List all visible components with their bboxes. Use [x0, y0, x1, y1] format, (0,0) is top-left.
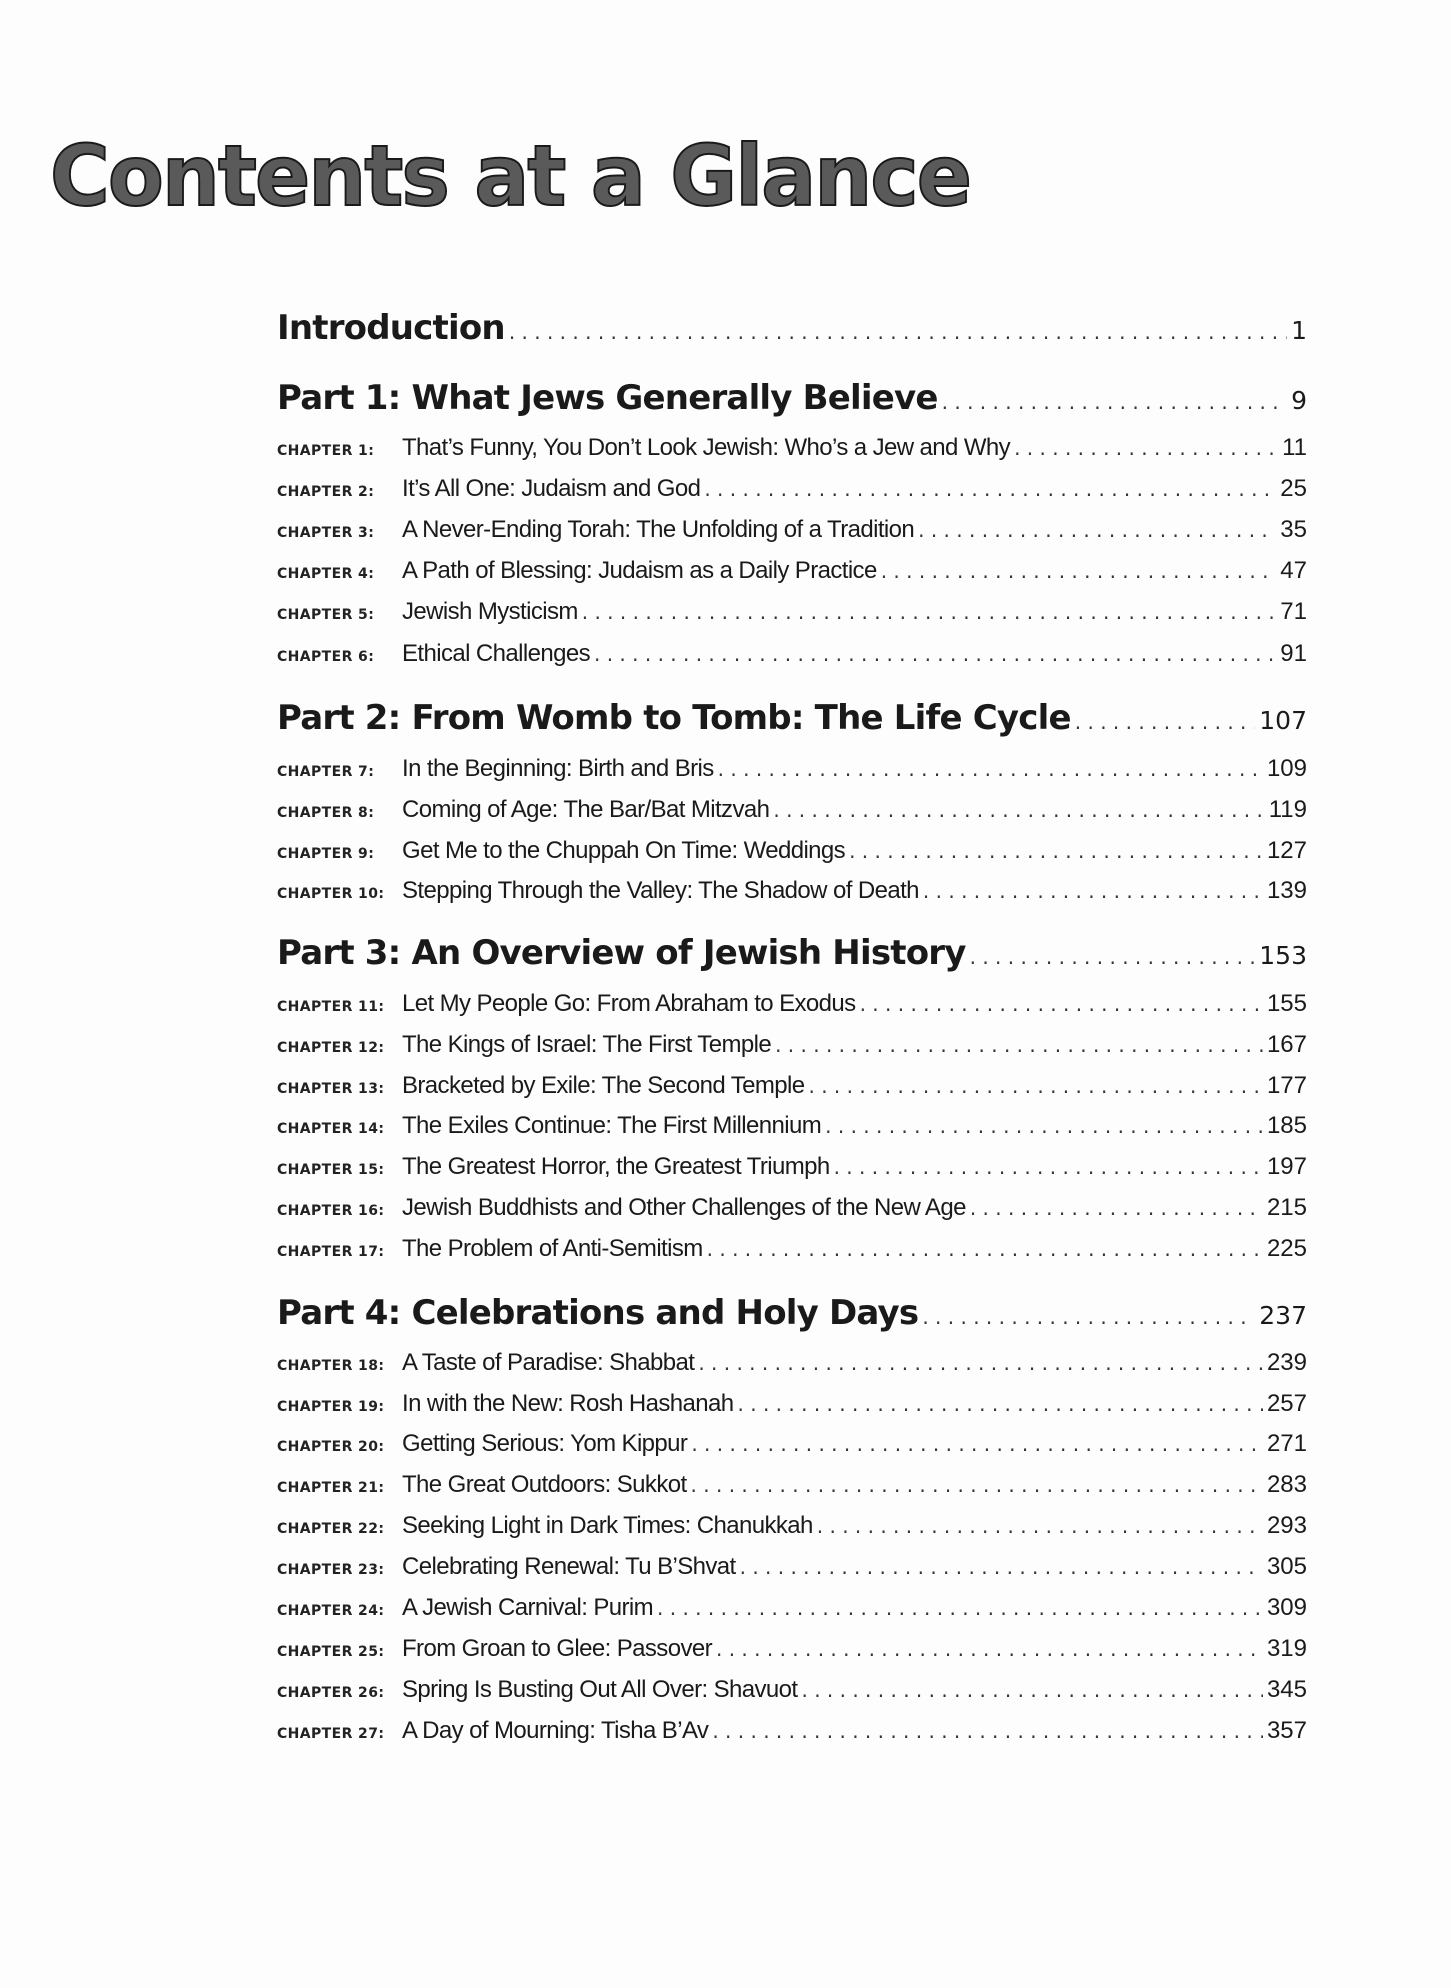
dot-leader [970, 1196, 1263, 1220]
dot-leader [509, 320, 1287, 344]
chapter-title: That’s Funny, You Don’t Look Jewish: Who’s a Jew and Why [402, 434, 1011, 461]
toc-part-3[interactable] [277, 933, 1307, 973]
dot-leader [849, 839, 1263, 863]
chapter-label: CHAPTER 8: [277, 805, 375, 821]
toc-chapter-21[interactable] [277, 1471, 1307, 1499]
chapter-label: CHAPTER 11: [277, 999, 385, 1015]
chapter-title: The Kings of Israel: The First Temple [402, 1031, 772, 1058]
toc-chapter-23[interactable] [277, 1553, 1307, 1581]
toc-page-number: 357 [1266, 1717, 1307, 1744]
toc-page-number: 215 [1266, 1194, 1307, 1221]
dot-leader [970, 945, 1256, 969]
chapter-label: CHAPTER 20: [277, 1439, 385, 1455]
toc-page-number: 309 [1266, 1594, 1307, 1621]
toc-chapter-13[interactable] [277, 1072, 1307, 1100]
dot-leader [716, 1637, 1263, 1661]
toc-chapter-8[interactable] [277, 796, 1307, 824]
dot-leader [691, 1432, 1263, 1456]
dot-leader [718, 757, 1263, 781]
dot-leader [825, 1114, 1263, 1138]
dot-leader [712, 1719, 1263, 1743]
chapter-label: CHAPTER 18: [277, 1358, 385, 1374]
toc-page-number: 271 [1266, 1430, 1307, 1457]
toc-chapter-25[interactable] [277, 1635, 1307, 1663]
dot-leader [801, 1678, 1262, 1702]
chapter-title: In the Beginning: Birth and Bris [402, 755, 714, 782]
toc-chapter-24[interactable] [277, 1594, 1307, 1622]
toc-chapter-1[interactable] [277, 434, 1307, 462]
toc-part-title: Part 4: Celebrations and Holy Days [277, 1293, 919, 1333]
dot-leader [704, 477, 1276, 501]
dot-leader [582, 600, 1277, 624]
chapter-label: CHAPTER 24: [277, 1603, 385, 1619]
toc-page-number: 257 [1266, 1390, 1307, 1417]
chapter-label: CHAPTER 4: [277, 566, 375, 582]
chapter-label: CHAPTER 2: [277, 484, 375, 500]
chapter-label: CHAPTER 6: [277, 649, 375, 665]
chapter-title: Seeking Light in Dark Times: Chanukkah [402, 1512, 813, 1539]
toc-part-1[interactable] [277, 378, 1307, 418]
toc-chapter-14[interactable] [277, 1112, 1307, 1140]
toc-introduction[interactable] [277, 308, 1307, 348]
chapter-label: CHAPTER 12: [277, 1040, 385, 1056]
chapter-title: A Path of Blessing: Judaism as a Daily Practice [402, 557, 877, 584]
chapter-title: Coming of Age: The Bar/Bat Mitzvah [402, 796, 770, 823]
toc-page-number: 345 [1266, 1676, 1307, 1703]
toc-chapter-17[interactable] [277, 1235, 1307, 1263]
toc-chapter-12[interactable] [277, 1031, 1307, 1059]
chapter-label: CHAPTER 15: [277, 1162, 385, 1178]
toc-chapter-19[interactable] [277, 1390, 1307, 1418]
chapter-title: Get Me to the Chuppah On Time: Weddings [402, 837, 846, 864]
chapter-label: CHAPTER 21: [277, 1480, 385, 1496]
dot-leader [881, 559, 1277, 583]
toc-page-number: 293 [1266, 1512, 1307, 1539]
toc-chapter-5[interactable] [277, 598, 1307, 626]
toc-page-number: 47 [1280, 557, 1307, 584]
chapter-title: From Groan to Glee: Passover [402, 1635, 712, 1662]
toc-chapter-2[interactable] [277, 475, 1307, 503]
toc-page-number: 71 [1280, 598, 1307, 625]
dot-leader [860, 992, 1263, 1016]
chapter-label: CHAPTER 26: [277, 1685, 385, 1701]
toc-page-number: 185 [1266, 1112, 1307, 1139]
dot-leader [942, 390, 1287, 414]
toc-part-title: Part 1: What Jews Generally Believe [277, 378, 938, 418]
toc-part-2[interactable] [277, 698, 1307, 738]
toc-chapter-18[interactable] [277, 1349, 1307, 1377]
chapter-label: CHAPTER 19: [277, 1399, 385, 1415]
toc-chapter-15[interactable] [277, 1153, 1307, 1181]
chapter-title: Getting Serious: Yom Kippur [402, 1430, 688, 1457]
dot-leader [594, 642, 1276, 666]
chapter-label: CHAPTER 25: [277, 1644, 385, 1660]
page-title: Contents at a Glance [50, 127, 971, 225]
dot-leader [773, 798, 1264, 822]
chapter-label: CHAPTER 22: [277, 1521, 385, 1537]
chapter-title: The Great Outdoors: Sukkot [402, 1471, 687, 1498]
toc-chapter-26[interactable] [277, 1676, 1307, 1704]
dot-leader [809, 1074, 1263, 1098]
dot-leader [1075, 710, 1256, 734]
dot-leader [922, 1305, 1255, 1329]
toc-page-number: 197 [1266, 1153, 1307, 1180]
dot-leader [775, 1033, 1263, 1057]
dot-leader [740, 1555, 1263, 1579]
toc-page-number: 239 [1266, 1349, 1307, 1376]
toc-page-number: 107 [1259, 706, 1307, 735]
dot-leader [923, 879, 1263, 903]
toc-page-number: 119 [1268, 796, 1307, 823]
chapter-label: CHAPTER 17: [277, 1244, 385, 1260]
toc-page-number: 177 [1266, 1072, 1307, 1099]
toc-chapter-4[interactable] [277, 557, 1307, 585]
toc-page-number: 35 [1280, 516, 1307, 543]
toc-chapter-7[interactable] [277, 755, 1307, 783]
toc-page-number: 319 [1266, 1635, 1307, 1662]
toc-chapter-22[interactable] [277, 1512, 1307, 1540]
chapter-label: CHAPTER 1: [277, 443, 375, 459]
chapter-title: Jewish Mysticism [402, 598, 578, 625]
toc-page-number: 25 [1280, 475, 1307, 502]
toc-chapter-11[interactable] [277, 990, 1307, 1018]
toc-page-number: 225 [1266, 1235, 1307, 1262]
chapter-title: Stepping Through the Valley: The Shadow of Death [402, 877, 919, 904]
chapter-title: Celebrating Renewal: Tu B’Shvat [402, 1553, 736, 1580]
toc-chapter-20[interactable] [277, 1430, 1307, 1458]
chapter-title: The Greatest Horror, the Greatest Triumph [402, 1153, 830, 1180]
toc-chapter-9[interactable] [277, 837, 1307, 865]
chapter-title: The Exiles Continue: The First Millennium [402, 1112, 822, 1139]
chapter-label: CHAPTER 3: [277, 525, 375, 541]
chapter-label: CHAPTER 10: [277, 886, 385, 902]
dot-leader [834, 1155, 1263, 1179]
toc-chapter-27[interactable] [277, 1717, 1307, 1745]
chapter-title: A Taste of Paradise: Shabbat [402, 1349, 695, 1376]
chapter-title: Jewish Buddhists and Other Challenges of the New Age [402, 1194, 966, 1221]
toc-page-number: 153 [1259, 941, 1307, 970]
chapter-title: Bracketed by Exile: The Second Temple [402, 1072, 805, 1099]
chapter-title: Ethical Challenges [402, 640, 590, 667]
chapter-label: CHAPTER 23: [277, 1562, 385, 1578]
toc-page-number: 127 [1266, 837, 1307, 864]
toc-part-title: Part 3: An Overview of Jewish History [277, 933, 966, 973]
dot-leader [691, 1473, 1263, 1497]
toc-page-number: 109 [1266, 755, 1307, 782]
chapter-label: CHAPTER 7: [277, 764, 375, 780]
toc-page-number: 9 [1291, 386, 1307, 415]
toc-page-number: 237 [1259, 1301, 1307, 1330]
toc-page-number: 139 [1266, 877, 1307, 904]
toc-page-number: 305 [1266, 1553, 1307, 1580]
toc-page-number: 91 [1280, 640, 1307, 667]
dot-leader [698, 1351, 1263, 1375]
chapter-title: A Day of Mourning: Tisha B’Av [402, 1717, 709, 1744]
chapter-title: A Never-Ending Torah: The Unfolding of a Tradition [402, 516, 915, 543]
chapter-label: CHAPTER 16: [277, 1203, 385, 1219]
chapter-title: It’s All One: Judaism and God [402, 475, 701, 502]
dot-leader [918, 518, 1276, 542]
toc-chapter-3[interactable] [277, 516, 1307, 544]
chapter-title: A Jewish Carnival: Purim [402, 1594, 654, 1621]
toc-page-number: 11 [1282, 434, 1307, 461]
toc-chapter-10[interactable] [277, 877, 1307, 905]
toc-chapter-6[interactable] [277, 640, 1307, 668]
chapter-label: CHAPTER 13: [277, 1081, 385, 1097]
toc-page-number: 283 [1266, 1471, 1307, 1498]
toc-entry-title: Introduction [277, 308, 505, 348]
chapter-title: The Problem of Anti-Semitism [402, 1235, 703, 1262]
chapter-title: In with the New: Rosh Hashanah [402, 1390, 734, 1417]
dot-leader [817, 1514, 1263, 1538]
dot-leader [707, 1237, 1263, 1261]
chapter-label: CHAPTER 9: [277, 846, 375, 862]
toc-part-title: Part 2: From Womb to Tomb: The Life Cycle [277, 698, 1071, 738]
dot-leader [657, 1596, 1263, 1620]
chapter-title: Let My People Go: From Abraham to Exodus [402, 990, 856, 1017]
chapter-label: CHAPTER 27: [277, 1726, 385, 1742]
dot-leader [1014, 436, 1278, 460]
chapter-label: CHAPTER 14: [277, 1121, 385, 1137]
toc-page-number: 167 [1266, 1031, 1307, 1058]
toc-page-number: 1 [1291, 316, 1307, 345]
toc-chapter-16[interactable] [277, 1194, 1307, 1222]
toc-page-number: 155 [1266, 990, 1307, 1017]
toc-part-4[interactable] [277, 1293, 1307, 1333]
chapter-label: CHAPTER 5: [277, 607, 375, 623]
dot-leader [738, 1392, 1263, 1416]
chapter-title: Spring Is Busting Out All Over: Shavuot [402, 1676, 798, 1703]
